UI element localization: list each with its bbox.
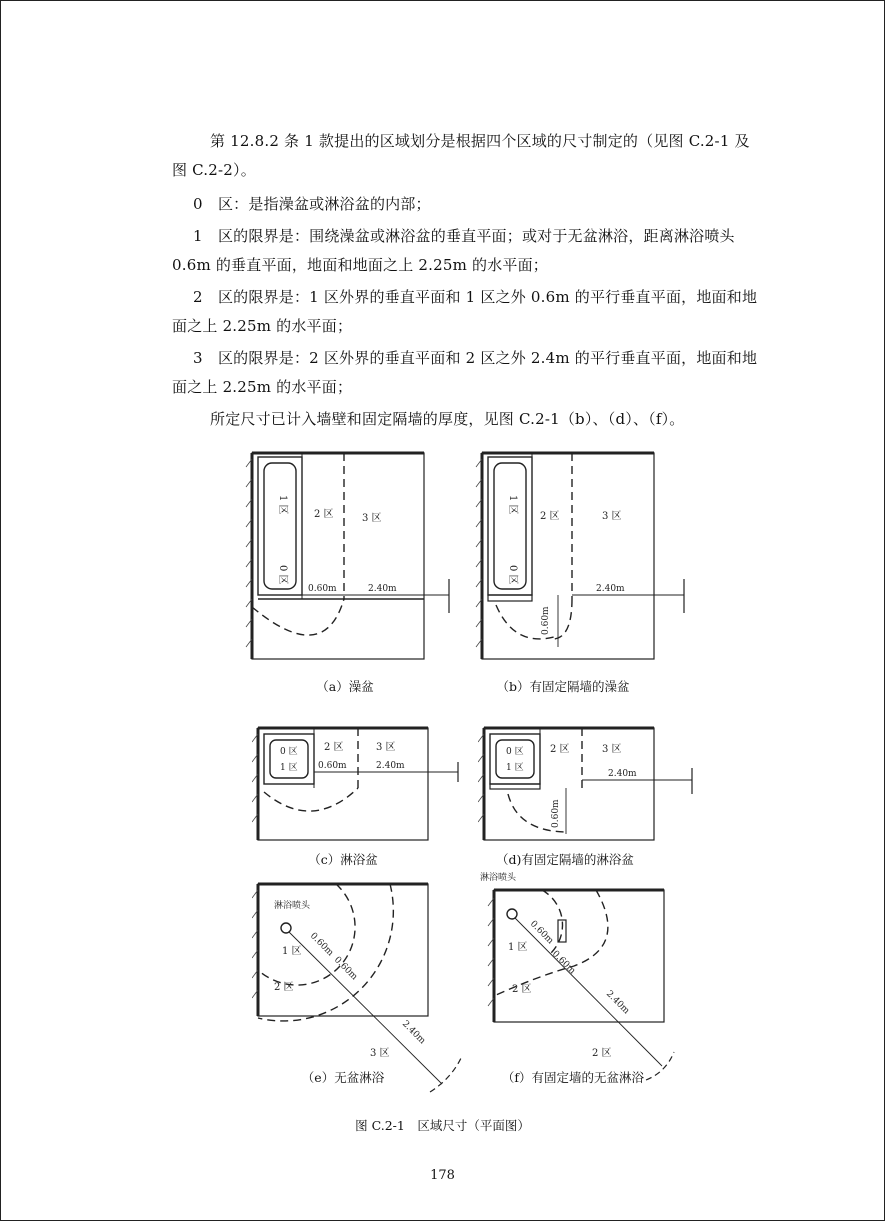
- dimension-label: 0.60m: [549, 949, 578, 977]
- dimension-label: 2.40m: [376, 761, 405, 771]
- dimension-label: 2.40m: [603, 989, 632, 1017]
- zone-label: 0 区: [280, 747, 298, 757]
- dimension-label: 0.60m: [308, 584, 337, 594]
- shower-head-label: 淋浴喷头: [274, 901, 311, 911]
- page-number: 178: [430, 1168, 455, 1183]
- zone-label: 3 区: [376, 742, 396, 753]
- paragraph-thickness-note: 所定尺寸已计入墙壁和固定隔墙的厚度，见图 C.2-1（b）、（d）、（f）。: [210, 410, 685, 428]
- zone-label: 2 区: [540, 511, 560, 522]
- zone-label: 0 区: [507, 565, 518, 585]
- diagram-shower-without-tray: [252, 878, 470, 1096]
- shower-head-label: 淋浴喷头: [480, 873, 517, 883]
- zone-label: 2 区: [592, 1048, 612, 1059]
- zone-label: 1 区: [277, 495, 288, 515]
- zone-label: 3 区: [362, 513, 382, 524]
- caption-c: （c）淋浴盆: [308, 852, 378, 867]
- caption-e: （e）无盆淋浴: [301, 1070, 385, 1085]
- zone-label: 2 区: [314, 509, 334, 520]
- paragraph-zone-3: 3 区的限界是：2 区外界的垂直平面和 2 区之外 2.4m 的平行垂直平面，地面和地面之上 2.25m 的水平面；: [172, 349, 758, 396]
- dimension-label: 2.40m: [596, 584, 625, 594]
- paragraph-intro: 第 12.8.2 条 1 款提出的区域划分是根据四个区域的尺寸制定的（见图 C.2-1 及图 C.2-2）。: [172, 132, 750, 179]
- zone-label: 1 区: [282, 946, 302, 957]
- dimension-label: 0.60m: [318, 761, 347, 771]
- zone-label: 2 区: [274, 982, 294, 993]
- zone-label: 1 区: [508, 942, 528, 953]
- caption-b: （b）有固定隔墙的澡盆: [496, 679, 630, 694]
- paragraph-zone-1: 1 区的限界是：围绕澡盆或淋浴盆的垂直平面；或对于无盆淋浴，距离淋浴喷头 0.6m 的垂直平面，地面和地面之上 2.25m 的水平面；: [172, 227, 735, 274]
- zone-label: 1 区: [506, 763, 524, 773]
- diagram-shower-tray: [252, 722, 464, 847]
- diagram-bathtub: [244, 447, 464, 667]
- figure-title: 图 C.2-1 区域尺寸（平面图）: [355, 1118, 530, 1133]
- dimension-label: 0.60m: [307, 931, 336, 959]
- zone-label: 3 区: [370, 1048, 390, 1059]
- dimension-label: 0.60m: [541, 606, 551, 635]
- zone-label: 3 区: [602, 744, 622, 755]
- dimension-label: 0.60m: [527, 919, 556, 947]
- zone-label: 1 区: [280, 763, 298, 773]
- caption-a: （a）澡盆: [316, 679, 374, 694]
- dimension-label: 2.40m: [368, 584, 397, 594]
- dimension-label: 0.60m: [551, 799, 561, 828]
- paragraph-zone-0: 0 区：是指澡盆或淋浴盆的内部；: [193, 195, 431, 213]
- caption-d: （d)有固定隔墙的淋浴盆: [496, 852, 634, 867]
- zone-label: 2 区: [324, 742, 344, 753]
- zone-label: 0 区: [277, 565, 288, 585]
- zone-label: 3 区: [602, 511, 622, 522]
- dimension-label: 0.60m: [331, 955, 360, 983]
- zone-label: 2 区: [512, 984, 532, 995]
- diagram-shower-with-fixed-wall: [478, 866, 696, 1092]
- dimension-label: 2.40m: [608, 769, 637, 779]
- diagram-bathtub-with-partition: [474, 447, 694, 667]
- paragraph-zone-2: 2 区的限界是：1 区外界的垂直平面和 1 区之外 0.6m 的平行垂直平面，地面和地面之上 2.25m 的水平面；: [172, 288, 758, 335]
- diagram-shower-tray-with-partition: [478, 722, 696, 847]
- zone-label: 0 区: [506, 747, 524, 757]
- dimension-label: 2.40m: [399, 1019, 428, 1047]
- caption-f: （f）有固定墙的无盆淋浴: [501, 1070, 645, 1085]
- zone-label: 2 区: [550, 744, 570, 755]
- zone-label: 1 区: [507, 495, 518, 515]
